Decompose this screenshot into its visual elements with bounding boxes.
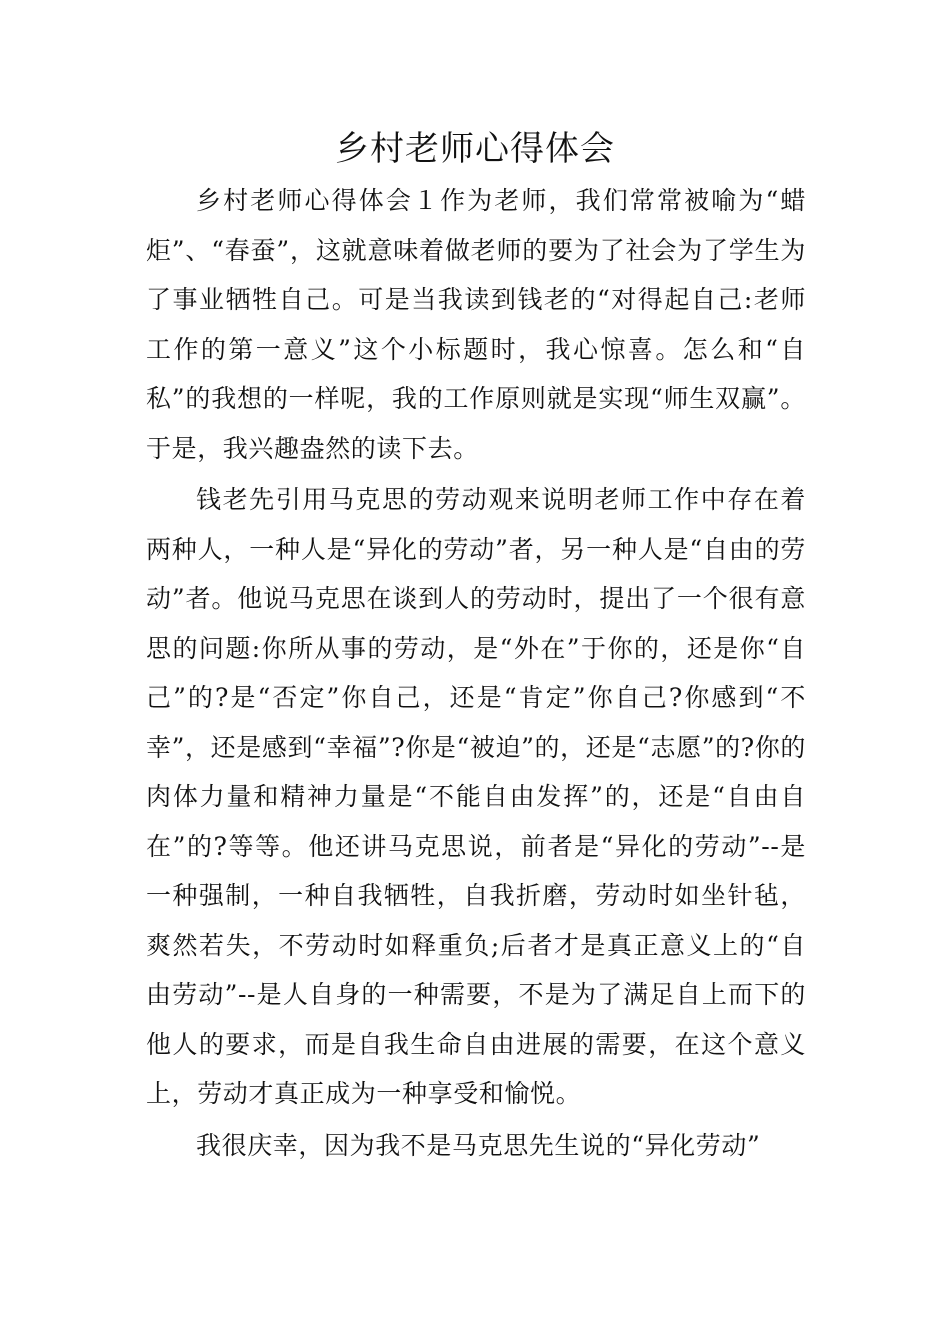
paragraph-2: 钱老先引用马克思的劳动观来说明老师工作中存在着两种人，一种人是“异化的劳动”者，另一种人是“自由的劳动”者。他说马克思在谈到人的劳动时，提出了一个很有意思的问题:你所从事的劳动，是“外在”于你的，还是你“自己”的?是“否定”你自己，还是“肯定”你自己?你感到“不幸”，还是感到“幸福”?你是“被迫”的，还是“志愿”的?你的肉体力量和精神力量是“不能自由发挥”的，还是“自由自在”的?等等。他还讲马克思说，前者是“异化的劳动”--是一种强制，一种自我牺牲，自我折磨，劳动时如坐针毡，爽然若失，不劳动时如释重负;后者才是真正意义上的“自由劳动”--是人自身的一种需要，不是为了满足自上而下的他人的要求，而是自我生命自由进展的需要，在这个意义上，劳动才真正成为一种享受和愉悦。 (146, 485, 806, 1108)
document-title: 乡村老师心得体会 (335, 129, 615, 169)
paragraph-1: 乡村老师心得体会１作为老师，我们常常被喻为“蜡炬”、“春蚕”，这就意味着做老师的要为了社会为了学生为了事业牺牲自己。可是当我读到钱老的“对得起自己:老师工作的第一意义”这个小标题时，我心惊喜。怎么和“自私”的我想的一样呢，我的工作原则就是实现“师生双赢”。于是，我兴趣盎然的读下去。 (146, 186, 806, 463)
paragraph-3: 我很庆幸，因为我不是马克思先生说的“异化劳动” (196, 1130, 761, 1160)
document-body (146, 176, 806, 1170)
